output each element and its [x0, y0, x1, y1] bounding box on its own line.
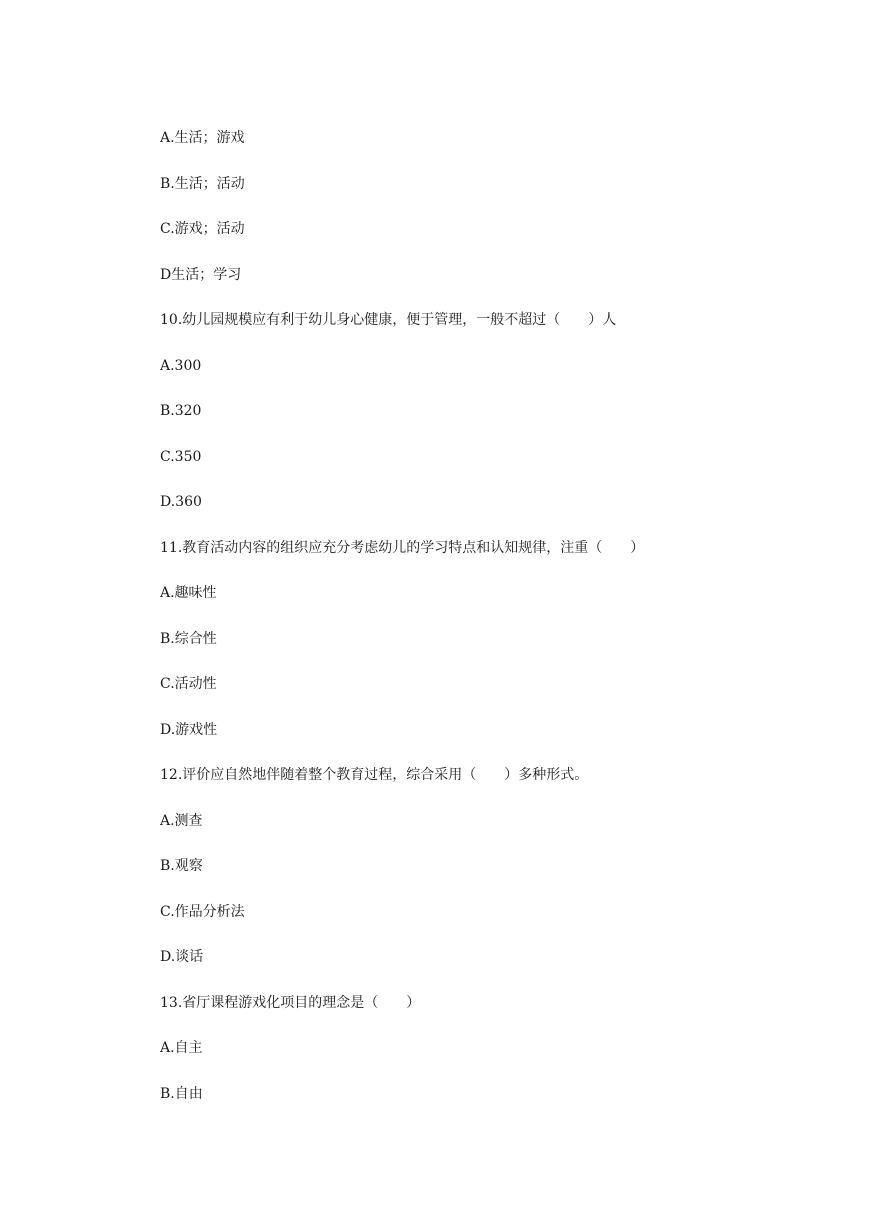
question-line: 13.省厅课程游戏化项目的理念是（ ） — [160, 995, 421, 1011]
option-line: C.作品分析法 — [160, 904, 245, 920]
option-line: B.综合性 — [160, 631, 217, 647]
option-line: A.300 — [160, 358, 202, 374]
option-line: D.谈话 — [160, 949, 204, 965]
question-line: 12.评价应自然地伴随着整个教育过程，综合采用（ ）多种形式。 — [160, 767, 589, 783]
option-line: C.游戏；活动 — [160, 221, 245, 237]
option-line: B.生活；活动 — [160, 176, 245, 192]
option-line: A.测查 — [160, 813, 203, 829]
question-line: 10.幼儿园规模应有利于幼儿身心健康，便于管理，一般不超过（ ）人 — [160, 312, 617, 328]
option-line: B.320 — [160, 403, 202, 419]
option-line: B.自由 — [160, 1086, 203, 1102]
option-line: D生活；学习 — [160, 267, 242, 283]
option-line: A.趣味性 — [160, 585, 217, 601]
option-line: D.360 — [160, 494, 202, 510]
option-line: A.自主 — [160, 1040, 203, 1056]
option-line: C.活动性 — [160, 676, 217, 692]
option-line: A.生活；游戏 — [160, 130, 245, 146]
question-line: 11.教育活动内容的组织应充分考虑幼儿的学习特点和认知规律，注重（ ） — [160, 540, 645, 556]
option-line: C.350 — [160, 449, 202, 465]
option-line: D.游戏性 — [160, 722, 218, 738]
option-line: B.观察 — [160, 858, 203, 874]
